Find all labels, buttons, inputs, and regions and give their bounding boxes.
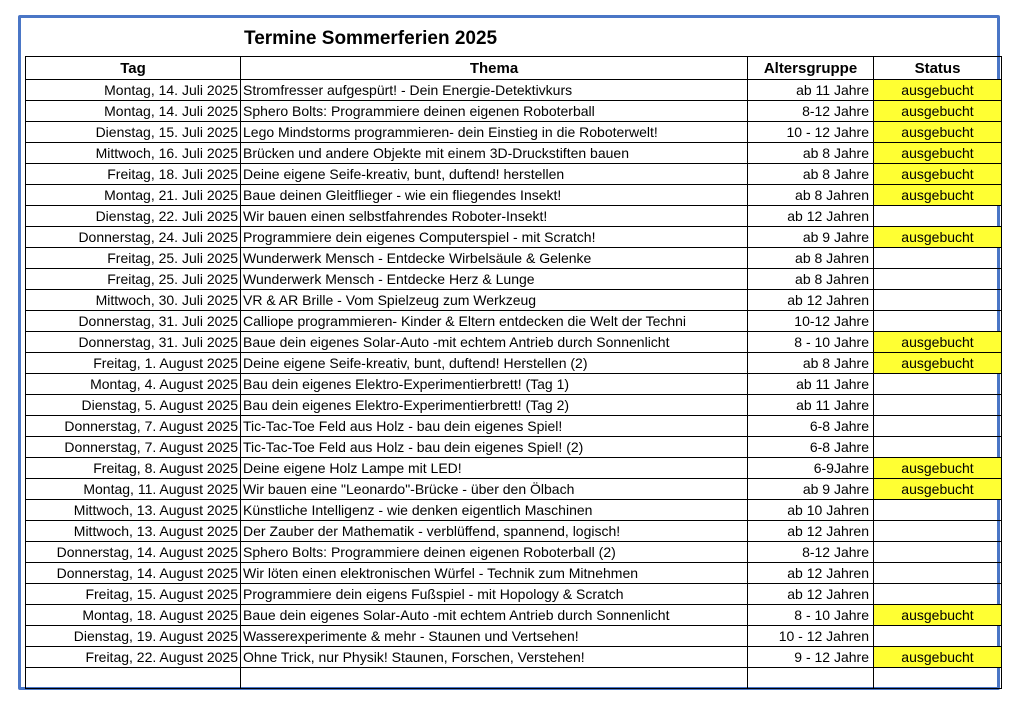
table-row bbox=[26, 605, 1002, 626]
cell-thema: Lego Mindstorms programmieren- dein Einstieg in die Roboterwelt! bbox=[241, 122, 748, 143]
cell-tag: Donnerstag, 31. Juli 2025 bbox=[26, 332, 241, 353]
table-row bbox=[26, 227, 1002, 248]
cell-altersgruppe: 10-12 Jahre bbox=[748, 311, 874, 332]
cell-thema: Wir löten einen elektronischen Würfel - Technik zum Mitnehmen bbox=[241, 563, 748, 584]
page-title: Termine Sommerferien 2025 bbox=[244, 28, 498, 49]
table-row bbox=[26, 269, 1002, 290]
table-row bbox=[26, 542, 1002, 563]
cell-status: ausgebucht bbox=[874, 479, 1002, 500]
cell-tag: Donnerstag, 14. August 2025 bbox=[26, 563, 241, 584]
cell-tag: Dienstag, 15. Juli 2025 bbox=[26, 122, 241, 143]
cell-status: ausgebucht bbox=[874, 164, 1002, 185]
table-row bbox=[26, 395, 1002, 416]
cell-thema: Tic-Tac-Toe Feld aus Holz - bau dein eigenes Spiel! (2) bbox=[241, 437, 748, 458]
cell-thema: Sphero Bolts: Programmiere deinen eigenen Roboterball (2) bbox=[241, 542, 748, 563]
cell-status: ausgebucht bbox=[874, 353, 1002, 374]
cell-thema: Wasserexperimente & mehr - Staunen und Vertsehen! bbox=[241, 626, 748, 647]
cell-status bbox=[874, 626, 1002, 647]
cell-status: ausgebucht bbox=[874, 80, 1002, 101]
cell-status bbox=[874, 248, 1002, 269]
cell-tag: Dienstag, 19. August 2025 bbox=[26, 626, 241, 647]
table-row bbox=[26, 647, 1002, 668]
cell-tag: Montag, 14. Juli 2025 bbox=[26, 101, 241, 122]
cell-status bbox=[874, 206, 1002, 227]
table-row bbox=[26, 437, 1002, 458]
cell-tag: Donnerstag, 14. August 2025 bbox=[26, 542, 241, 563]
empty-row bbox=[26, 668, 1002, 689]
cell-status: ausgebucht bbox=[874, 143, 1002, 164]
table-row bbox=[26, 500, 1002, 521]
cell-thema: Calliope programmieren- Kinder & Eltern entdecken die Welt der Techni bbox=[241, 311, 748, 332]
cell-tag: Montag, 21. Juli 2025 bbox=[26, 185, 241, 206]
cell-thema: Tic-Tac-Toe Feld aus Holz - bau dein eigenes Spiel! bbox=[241, 416, 748, 437]
cell-altersgruppe: 8 - 10 Jahre bbox=[748, 332, 874, 353]
cell-tag: Donnerstag, 24. Juli 2025 bbox=[26, 227, 241, 248]
cell-status: ausgebucht bbox=[874, 605, 1002, 626]
table-row bbox=[26, 626, 1002, 647]
title-row bbox=[25, 22, 1001, 56]
cell-altersgruppe: ab 11 Jahre bbox=[748, 374, 874, 395]
table-row bbox=[26, 164, 1002, 185]
table-row bbox=[26, 521, 1002, 542]
cell-status bbox=[874, 563, 1002, 584]
header-tag: Tag bbox=[26, 57, 241, 80]
table-row bbox=[26, 374, 1002, 395]
cell-thema: Bau dein eigenes Elektro-Experimentierbrett! (Tag 2) bbox=[241, 395, 748, 416]
cell-status bbox=[874, 311, 1002, 332]
cell-status: ausgebucht bbox=[874, 122, 1002, 143]
header-thema: Thema bbox=[241, 57, 748, 80]
cell-tag: Donnerstag, 7. August 2025 bbox=[26, 437, 241, 458]
cell-tag: Freitag, 22. August 2025 bbox=[26, 647, 241, 668]
table-row bbox=[26, 248, 1002, 269]
cell-tag: Freitag, 25. Juli 2025 bbox=[26, 269, 241, 290]
cell-status bbox=[874, 500, 1002, 521]
cell-tag: Montag, 18. August 2025 bbox=[26, 605, 241, 626]
cell-altersgruppe: 6-8 Jahre bbox=[748, 437, 874, 458]
cell-thema: Deine eigene Seife-kreativ, bunt, duftend! herstellen bbox=[241, 164, 748, 185]
cell-thema: Wir bauen eine "Leonardo"-Brücke - über den Ölbach bbox=[241, 479, 748, 500]
table-row bbox=[26, 143, 1002, 164]
cell-tag: Freitag, 25. Juli 2025 bbox=[26, 248, 241, 269]
table-row bbox=[26, 185, 1002, 206]
cell-tag: Freitag, 18. Juli 2025 bbox=[26, 164, 241, 185]
cell-thema: Sphero Bolts: Programmiere deinen eigenen Roboterball bbox=[241, 101, 748, 122]
cell-altersgruppe: ab 8 Jahren bbox=[748, 248, 874, 269]
cell-altersgruppe: ab 8 Jahre bbox=[748, 353, 874, 374]
table-row bbox=[26, 416, 1002, 437]
cell-thema: Baue deinen Gleitflieger - wie ein fliegendes Insekt! bbox=[241, 185, 748, 206]
cell-status bbox=[874, 416, 1002, 437]
cell-thema: Wunderwerk Mensch - Entdecke Herz & Lunge bbox=[241, 269, 748, 290]
cell-tag: Freitag, 8. August 2025 bbox=[26, 458, 241, 479]
cell-altersgruppe: ab 12 Jahren bbox=[748, 290, 874, 311]
table-row bbox=[26, 563, 1002, 584]
cell-altersgruppe: ab 12 Jahren bbox=[748, 206, 874, 227]
cell-status bbox=[874, 521, 1002, 542]
table-row bbox=[26, 332, 1002, 353]
cell-altersgruppe: 10 - 12 Jahren bbox=[748, 626, 874, 647]
cell-thema: Bau dein eigenes Elektro-Experimentierbrett! (Tag 1) bbox=[241, 374, 748, 395]
cell-altersgruppe: 8-12 Jahre bbox=[748, 101, 874, 122]
cell-status bbox=[874, 437, 1002, 458]
cell-thema: Wir bauen einen selbstfahrendes Roboter-Insekt! bbox=[241, 206, 748, 227]
cell-altersgruppe: 6-9Jahre bbox=[748, 458, 874, 479]
cell-thema: Deine eigene Seife-kreativ, bunt, duftend! Herstellen (2) bbox=[241, 353, 748, 374]
table-row bbox=[26, 80, 1002, 101]
cell-altersgruppe: 10 - 12 Jahre bbox=[748, 122, 874, 143]
cell-thema: Baue dein eigenes Solar-Auto -mit echtem Antrieb durch Sonnenlicht bbox=[241, 605, 748, 626]
cell-tag: Donnerstag, 7. August 2025 bbox=[26, 416, 241, 437]
cell-thema: Ohne Trick, nur Physik! Staunen, Forschen, Verstehen! bbox=[241, 647, 748, 668]
cell-altersgruppe: ab 8 Jahren bbox=[748, 269, 874, 290]
cell-thema: Stromfresser aufgespürt! - Dein Energie-Detektivkurs bbox=[241, 80, 748, 101]
cell-tag: Montag, 11. August 2025 bbox=[26, 479, 241, 500]
cell-tag: Freitag, 15. August 2025 bbox=[26, 584, 241, 605]
cell-status: ausgebucht bbox=[874, 101, 1002, 122]
spreadsheet bbox=[25, 22, 1001, 689]
cell-thema: Baue dein eigenes Solar-Auto -mit echtem Antrieb durch Sonnenlicht bbox=[241, 332, 748, 353]
cell-tag: Mittwoch, 16. Juli 2025 bbox=[26, 143, 241, 164]
cell-status: ausgebucht bbox=[874, 458, 1002, 479]
cell-thema: Programmiere dein eigens Fußspiel - mit Hopology & Scratch bbox=[241, 584, 748, 605]
empty-cell bbox=[241, 668, 748, 689]
cell-thema: Deine eigene Holz Lampe mit LED! bbox=[241, 458, 748, 479]
cell-thema: VR & AR Brille - Vom Spielzeug zum Werkzeug bbox=[241, 290, 748, 311]
cell-altersgruppe: ab 11 Jahre bbox=[748, 80, 874, 101]
cell-thema: Der Zauber der Mathematik - verblüffend, spannend, logisch! bbox=[241, 521, 748, 542]
document-frame bbox=[18, 15, 1000, 690]
cell-status: ausgebucht bbox=[874, 647, 1002, 668]
cell-thema: Künstliche Intelligenz - wie denken eigentlich Maschinen bbox=[241, 500, 748, 521]
empty-cell bbox=[748, 668, 874, 689]
cell-altersgruppe: ab 12 Jahren bbox=[748, 584, 874, 605]
cell-tag: Mittwoch, 30. Juli 2025 bbox=[26, 290, 241, 311]
cell-altersgruppe: ab 12 Jahren bbox=[748, 563, 874, 584]
cell-thema: Programmiere dein eigenes Computerspiel - mit Scratch! bbox=[241, 227, 748, 248]
table-row bbox=[26, 584, 1002, 605]
table-row bbox=[26, 206, 1002, 227]
table-row bbox=[26, 122, 1002, 143]
table-row bbox=[26, 458, 1002, 479]
cell-tag: Donnerstag, 31. Juli 2025 bbox=[26, 311, 241, 332]
table-body bbox=[26, 80, 1002, 689]
cell-altersgruppe: ab 8 Jahren bbox=[748, 185, 874, 206]
cell-status bbox=[874, 374, 1002, 395]
header-row bbox=[26, 57, 1002, 80]
header-altersgruppe: Altersgruppe bbox=[748, 57, 874, 80]
header-status: Status bbox=[874, 57, 1002, 80]
cell-thema: Wunderwerk Mensch - Entdecke Wirbelsäule & Gelenke bbox=[241, 248, 748, 269]
cell-status bbox=[874, 395, 1002, 416]
cell-tag: Mittwoch, 13. August 2025 bbox=[26, 500, 241, 521]
cell-altersgruppe: 9 - 12 Jahre bbox=[748, 647, 874, 668]
table-row bbox=[26, 353, 1002, 374]
cell-altersgruppe: 6-8 Jahre bbox=[748, 416, 874, 437]
cell-altersgruppe: ab 9 Jahre bbox=[748, 227, 874, 248]
cell-status: ausgebucht bbox=[874, 332, 1002, 353]
empty-cell bbox=[874, 668, 1002, 689]
cell-altersgruppe: ab 8 Jahre bbox=[748, 143, 874, 164]
cell-altersgruppe: 8 - 10 Jahre bbox=[748, 605, 874, 626]
schedule-table bbox=[25, 56, 1002, 689]
cell-altersgruppe: 8-12 Jahre bbox=[748, 542, 874, 563]
cell-tag: Montag, 4. August 2025 bbox=[26, 374, 241, 395]
cell-status bbox=[874, 584, 1002, 605]
table-row bbox=[26, 479, 1002, 500]
cell-altersgruppe: ab 8 Jahre bbox=[748, 164, 874, 185]
cell-status: ausgebucht bbox=[874, 185, 1002, 206]
cell-tag: Mittwoch, 13. August 2025 bbox=[26, 521, 241, 542]
cell-altersgruppe: ab 10 Jahren bbox=[748, 500, 874, 521]
cell-tag: Freitag, 1. August 2025 bbox=[26, 353, 241, 374]
cell-altersgruppe: ab 12 Jahren bbox=[748, 521, 874, 542]
table-row bbox=[26, 101, 1002, 122]
cell-tag: Montag, 14. Juli 2025 bbox=[26, 80, 241, 101]
table-row bbox=[26, 290, 1002, 311]
cell-thema: Brücken und andere Objekte mit einem 3D-Druckstiften bauen bbox=[241, 143, 748, 164]
cell-status bbox=[874, 290, 1002, 311]
table-row bbox=[26, 311, 1002, 332]
cell-status: ausgebucht bbox=[874, 227, 1002, 248]
cell-altersgruppe: ab 9 Jahre bbox=[748, 479, 874, 500]
empty-cell bbox=[26, 668, 241, 689]
cell-status bbox=[874, 542, 1002, 563]
cell-tag: Dienstag, 22. Juli 2025 bbox=[26, 206, 241, 227]
cell-tag: Dienstag, 5. August 2025 bbox=[26, 395, 241, 416]
cell-altersgruppe: ab 11 Jahre bbox=[748, 395, 874, 416]
cell-status bbox=[874, 269, 1002, 290]
